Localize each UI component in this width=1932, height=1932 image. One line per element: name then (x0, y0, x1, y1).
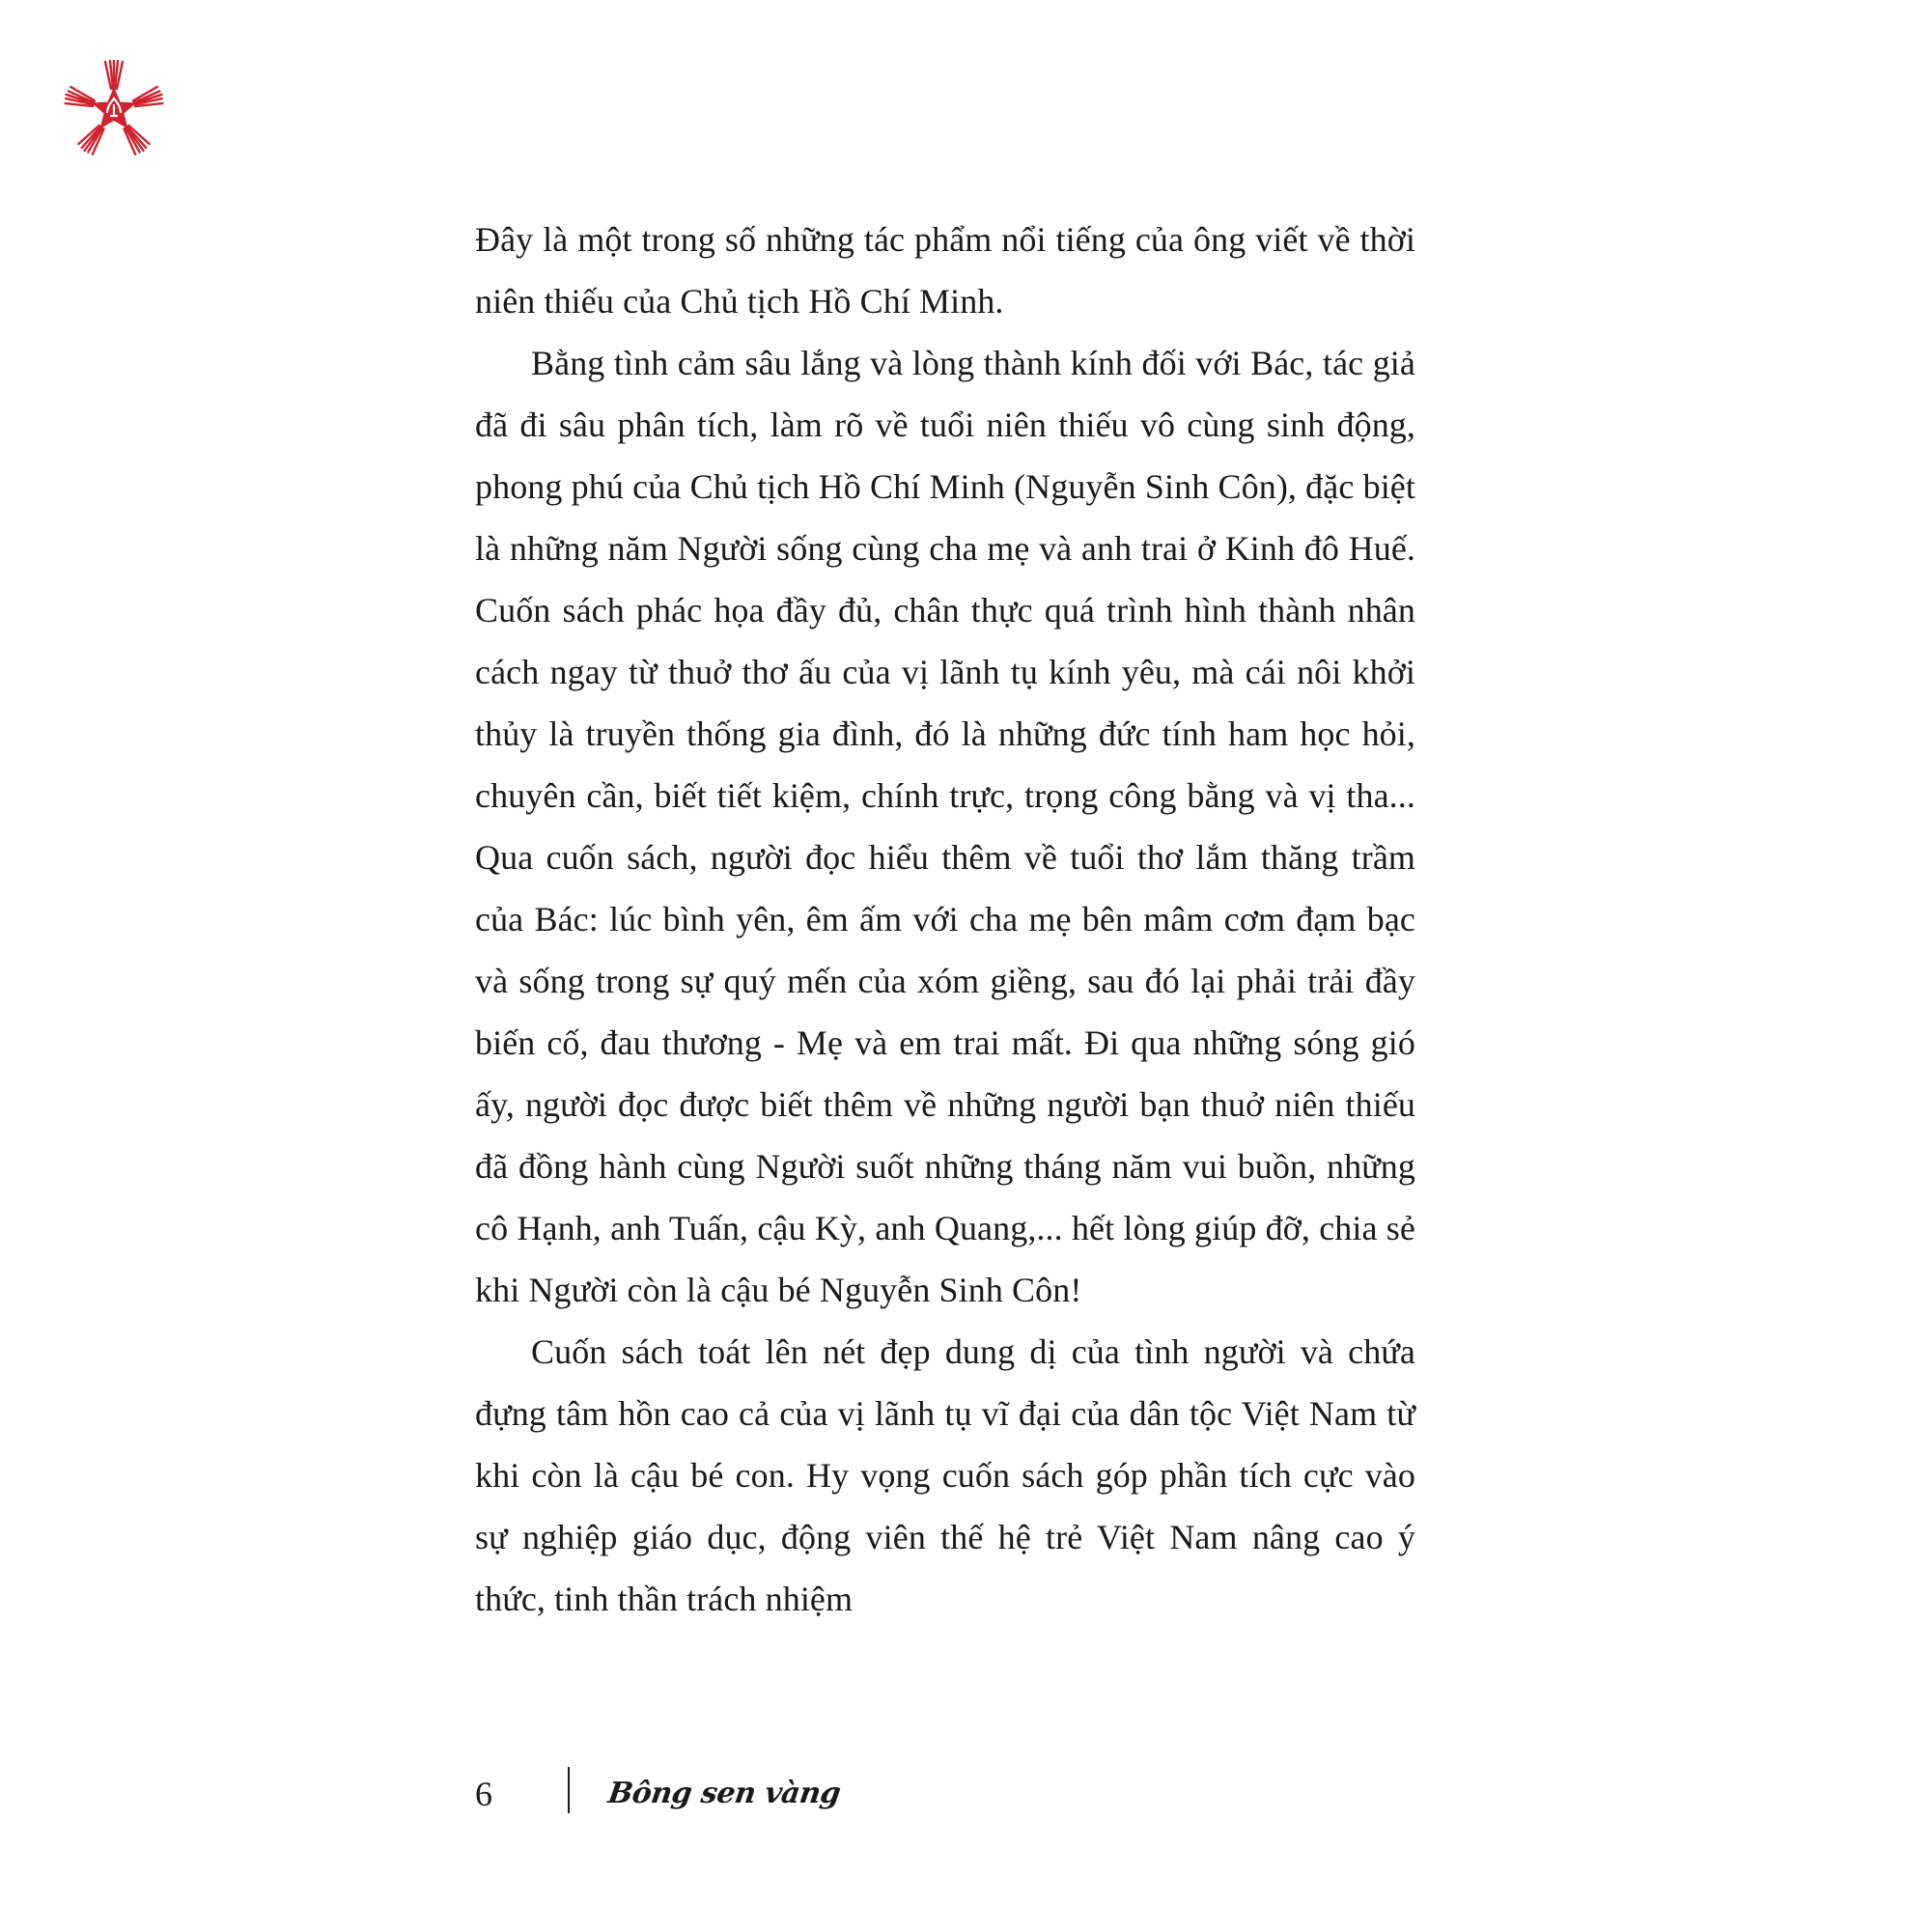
paragraph-1: Đây là một trong số những tác phẩm nổi tiếng của ông viết về thời niên thiếu của Chủ tịch Hồ Chí Minh. (475, 220, 1415, 321)
footer-divider (568, 1767, 570, 1813)
page-number: 6 (475, 1775, 492, 1813)
paragraph-3: Cuốn sách toát lên nét đẹp dung dị của tình người và chứa đựng tâm hồn cao cả của vị lãnh tụ vĩ đại của dân tộc Việt Nam từ khi còn là cậu bé con. Hy vọng cuốn sách góp phần tích cực vào sự nghiệp giáo dục, động viên thế hệ trẻ Việt Nam nâng cao ý thức, tinh thần trách nhiệm (475, 1332, 1415, 1618)
red-star-emblem-icon (64, 60, 164, 160)
book-title: Bông sen vàng (605, 1777, 843, 1810)
body-text (475, 209, 1415, 1630)
publisher-logo (64, 60, 164, 160)
page-footer (475, 1767, 958, 1821)
paragraph-2: Bằng tình cảm sâu lắng và lòng thành kính đối với Bác, tác giả đã đi sâu phân tích, làm rõ về tuổi niên thiếu vô cùng sinh động, phong phú của Chủ tịch Hồ Chí Minh (Nguyễn Sinh Côn), đặc biệt là những năm Người sống cùng cha mẹ và anh trai ở Kinh đô Huế. Cuốn sách phác họa đầy đủ, chân thực quá trình hình thành nhân cách ngay từ thuở thơ ấu của vị lãnh tụ kính yêu, mà cái nôi khởi thủy là truyền thống gia đình, đó là những đức tính ham học hỏi, chuyên cần, biết tiết kiệm, chính trực, trọng công bằng và vị tha... Qua cuốn sách, người đọc hiểu thêm về tuổi thơ lắm thăng trầm của Bác: lúc bình yên, êm ấm với cha mẹ bên mâm cơm đạm bạc và sống trong sự quý mến của xóm giềng, sau đó lại phải trải đầy biến cố, đau thương - Mẹ và em trai mất. Đi qua những sóng gió ấy, người đọc được biết thêm về những người bạn thuở niên thiếu đã đồng hành cùng Người suốt những tháng năm vui buồn, những cô Hạnh, anh Tuấn, cậu Kỳ, anh Quang,... hết lòng giúp đỡ, chia sẻ khi Người còn là cậu bé Nguyễn Sinh Côn! (475, 344, 1415, 1309)
